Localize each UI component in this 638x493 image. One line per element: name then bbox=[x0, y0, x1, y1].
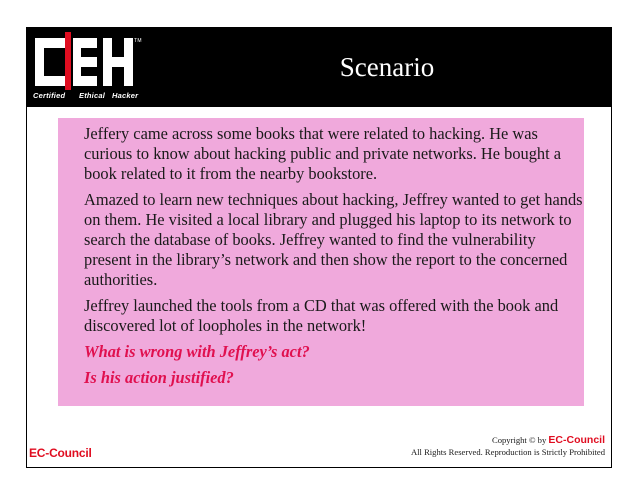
scenario-question-2: Is his action justified? bbox=[84, 368, 234, 387]
ceh-logo-mark bbox=[33, 32, 143, 90]
scenario-question-1: What is wrong with Jeffrey’s act? bbox=[84, 342, 310, 361]
logo-caption-ethical: Ethical bbox=[79, 91, 105, 100]
scenario-text bbox=[84, 124, 584, 394]
logo-caption-certified: Certified bbox=[33, 91, 66, 100]
footer-copyright bbox=[411, 434, 605, 458]
trademark-mark: TM bbox=[134, 38, 142, 44]
scenario-paragraph-1: Jeffery came across some books that were related to hacking. He was curious to know about hacking public and private networks. He bought a book related to it from the nearby bookstore. bbox=[84, 124, 562, 183]
footer-brand-right: EC-Council bbox=[548, 434, 605, 446]
copyright-prefix: Copyright © by bbox=[491, 435, 547, 445]
rights-line: All Rights Reserved. Reproduction is Strictly Prohibited bbox=[410, 447, 605, 457]
slide-title: Scenario bbox=[339, 52, 435, 82]
scenario-paragraph-3: Jeffrey launched the tools from a CD that was offered with the book and discovered lot of loopholes in the network! bbox=[84, 296, 559, 335]
logo-caption-hacker: Hacker bbox=[112, 91, 139, 100]
copyright-line bbox=[411, 434, 605, 446]
logo-caption bbox=[33, 91, 138, 100]
footer-brand-left: EC-Council bbox=[29, 446, 92, 460]
slide-header bbox=[27, 28, 611, 107]
scenario-paragraph-2: Amazed to learn new techniques about hacking, Jeffrey wanted to get hands on them. He visited a local library and plugged his laptop to its network to search the database of books. Jeffrey wanted to find the vulnerability present in the library’s network and then show the report to the concerned authorities. bbox=[84, 190, 583, 289]
ceh-logo bbox=[33, 32, 143, 102]
